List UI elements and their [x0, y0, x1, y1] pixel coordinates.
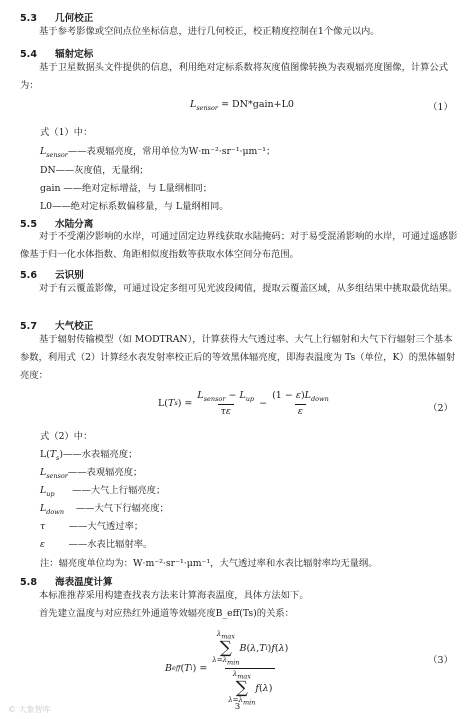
section-heading: 5.7 大气校正 — [20, 321, 94, 332]
definition-line: gain ——绝对定标增益，与 L量纲相同； — [40, 183, 212, 194]
equation-1: $L_{sensor}$ = DN*gain+L0 — [190, 99, 294, 112]
definition-line: $L_{sensor}——$表观辐亮度； — [40, 467, 143, 480]
definition-line: $L_{down}$ ——大气下行辐亮度； — [40, 503, 169, 516]
section-heading: 5.8 海表温度计算 — [20, 577, 113, 588]
section-heading: 5.6 云识别 — [20, 270, 84, 281]
paragraph: 基于卫星数据头文件提供的信息，利用绝对定标系数将灰度值图像转换为表观辐亮度图像，计算公式为： — [20, 62, 449, 91]
section-heading: 5.4 辐射定标 — [20, 49, 94, 60]
definition-line: $L(T_s)——$水表辐亮度； — [40, 449, 138, 462]
equation-number: （1） — [428, 102, 454, 113]
where-label: 式（2）中： — [40, 431, 93, 442]
equation-3: B eff ( T i ) = $\lambda_{max}$ ∑ $\lambda=\lambda_{min}$ B ( λ , T i ) f ( λ ) $\lambda_{max}$ ∑ $\lambda=\lambda_{min}$ f ( λ ) — [165, 630, 289, 707]
where-label: 式（1）中： — [40, 127, 93, 138]
equation-number: （2） — [428, 403, 454, 414]
note: 注：辐亮度单位均为：W·m⁻²·sr⁻¹·μm⁻¹，大气透过率和水表比辐射率均无量纲。 — [40, 558, 378, 569]
paragraph: 首先建立温度与对应热红外通道等效辐亮度B_eff(Ts)的关系： — [39, 608, 294, 619]
definition-line: $L_{up}$ ——大气上行辐亮度； — [40, 485, 166, 498]
section-heading: 5.3 几何校正 — [20, 13, 94, 24]
paragraph: 对于有云覆盖影像，可通过设定多组可见光波段阈值，提取云覆盖区域，从多组结果中挑取最优结果。 — [39, 283, 458, 294]
paragraph: 对于不受潮汐影响的水岸，可通过固定边界线获取水陆掩码；对于易受混淆影响的水岸，可通过遥感影像基于归一化水体指数、角距相似度指数等获取水体空间分布范围。 — [20, 231, 458, 260]
watermark: © 大象智库 — [8, 705, 51, 714]
definition-line: DN——灰度值，无量纲； — [40, 165, 149, 176]
definition-line: $L_{sensor}——$表观辐亮度，常用单位为W·m⁻²·sr⁻¹·μm⁻¹； — [40, 146, 276, 159]
section-heading: 5.5 水陆分离 — [20, 219, 94, 230]
definition-line: τ ——大气透过率； — [40, 521, 144, 532]
page-number: 3 — [234, 702, 241, 712]
equation-2: L( T s ) = $\frac{L_{sensor} - L_{up}}{\tau\varepsilon}$ − $\frac{(1 - \varepsilon)L_{down}}{\varepsilon}$ — [158, 390, 329, 417]
definition-line: L0——绝对定标系数偏移量，与 L量纲相同。 — [40, 201, 229, 212]
paragraph: 基于辐射传输模型（如 MODTRAN），计算获得大气透过率、大气上行辐射和大气下行辐射三个基本参数，利用式（2）计算经水表发射率校正后的等效黑体辐亮度，即海表温度为 Ts（单位，K）的黑体辐射亮度： — [20, 334, 456, 381]
definition-line: ε ——水表比辐射率。 — [40, 539, 153, 550]
equation-number: （3） — [428, 655, 454, 666]
paragraph: 基于参考影像或空间点位坐标信息，进行几何校正，校正精度控制在1个像元以内。 — [39, 26, 380, 37]
paragraph: 本标准推荐采用构建查找表方法来计算海表温度，具体方法如下。 — [39, 590, 309, 601]
